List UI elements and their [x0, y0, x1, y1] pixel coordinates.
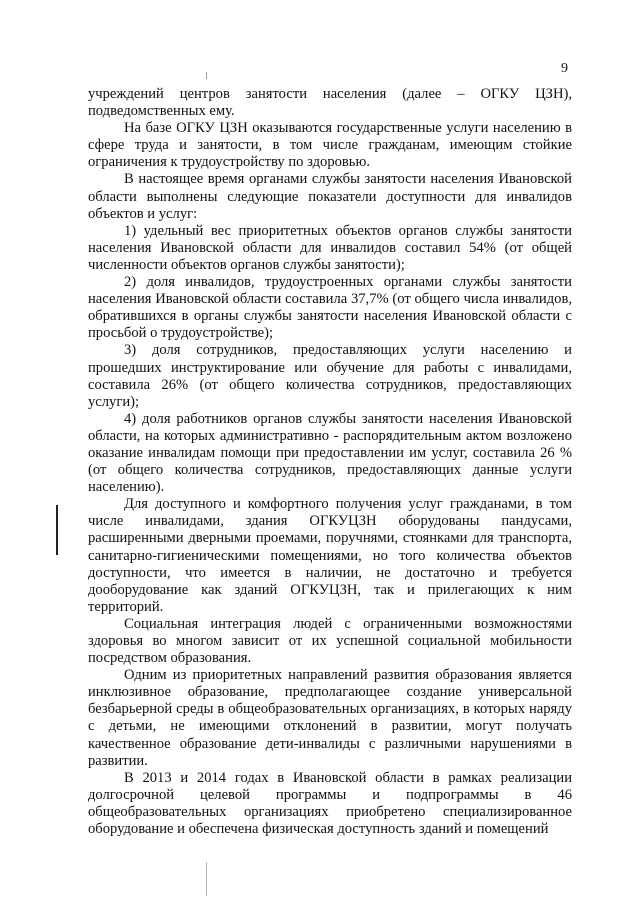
paragraph-services: На базе ОГКУ ЦЗН оказываются государственные услуги населению в сфере труда и занятости, в том числе гражданам, имеющим стойкие ограничения к трудоустройству по здоровью. — [88, 120, 572, 171]
paragraph-indicator-1: 1) удельный вес приоритетных объектов органов службы занятости населения Ивановской области для инвалидов составил 54% (от общей численности объектов органов службы занятости); — [88, 222, 572, 273]
paragraph-continuation: учреждений центров занятости населения (далее – ОГКУ ЦЗН), подведомственных ему. — [88, 86, 572, 120]
paragraph-indicator-4: 4) доля работников органов службы занятости населения Ивановской области, на которых административно - распорядительным актом возложено оказание инвалидам помощи при предоставлении им услуг, составила 26 % (от общего количества сотрудников, предоставляющих данные услуги населению). — [88, 410, 572, 496]
paragraph-social-integration: Социальная интеграция людей с ограниченными возможностями здоровья во многом зависит от их успешной социальной мобильности посредством образования. — [88, 615, 572, 667]
page-number: 9 — [561, 61, 568, 76]
paragraph-indicators-intro: В настоящее время органами службы занятости населения Ивановской области выполнены следующие показатели доступности для инвалидов объектов и услуг: — [88, 171, 572, 222]
scan-mark-top — [206, 72, 207, 79]
document-body — [88, 86, 572, 838]
paragraph-indicator-2: 2) доля инвалидов, трудоустроенных органами службы занятости населения Ивановской области составила 37,7% (от общего числа инвалидов, обратившихся в органы службы занятости населения Ивановской области с просьбой о трудоустройстве); — [88, 274, 572, 342]
paragraph-program-2013-2014: В 2013 и 2014 годах в Ивановской области в рамках реализации долгосрочной целевой программы и подпрограммы в 46 общеобразовательных организациях приобретено специализированное оборудование и обеспечена физическая доступность зданий и помещений — [88, 769, 572, 838]
paragraph-indicator-3: 3) доля сотрудников, предоставляющих услуги населению и прошедших инструктирование или обучение для работы с инвалидами, составила 26% (от общего количества сотрудников, предоставляющих услуги); — [88, 342, 572, 410]
paragraph-inclusive-education: Одним из приоритетных направлений развития образования является инклюзивное образование, предполагающее создание универсальной безбарьерной среды в общеобразовательных организациях, в которых наряду с детьми, не имеющими отклонений в развитии, могут получать качественное образование дети-инвалиды с различными нарушениями в развитии. — [88, 667, 572, 769]
margin-mark — [56, 505, 58, 555]
scan-mark-bottom — [206, 862, 207, 896]
paragraph-accessibility: Для доступного и комфортного получения услуг гражданами, в том числе инвалидами, здания ОГКУЦЗН оборудованы пандусами, расширенными дверными проемами, поручнями, стоянками для транспорта, санитарно-гигиеническими помещениями, но того количества объектов доступности, что имеется в наличии, не достаточно и требуется дооборудование как зданий ОГКУЦЗН, так и прилегающих к ним территорий. — [88, 496, 572, 615]
